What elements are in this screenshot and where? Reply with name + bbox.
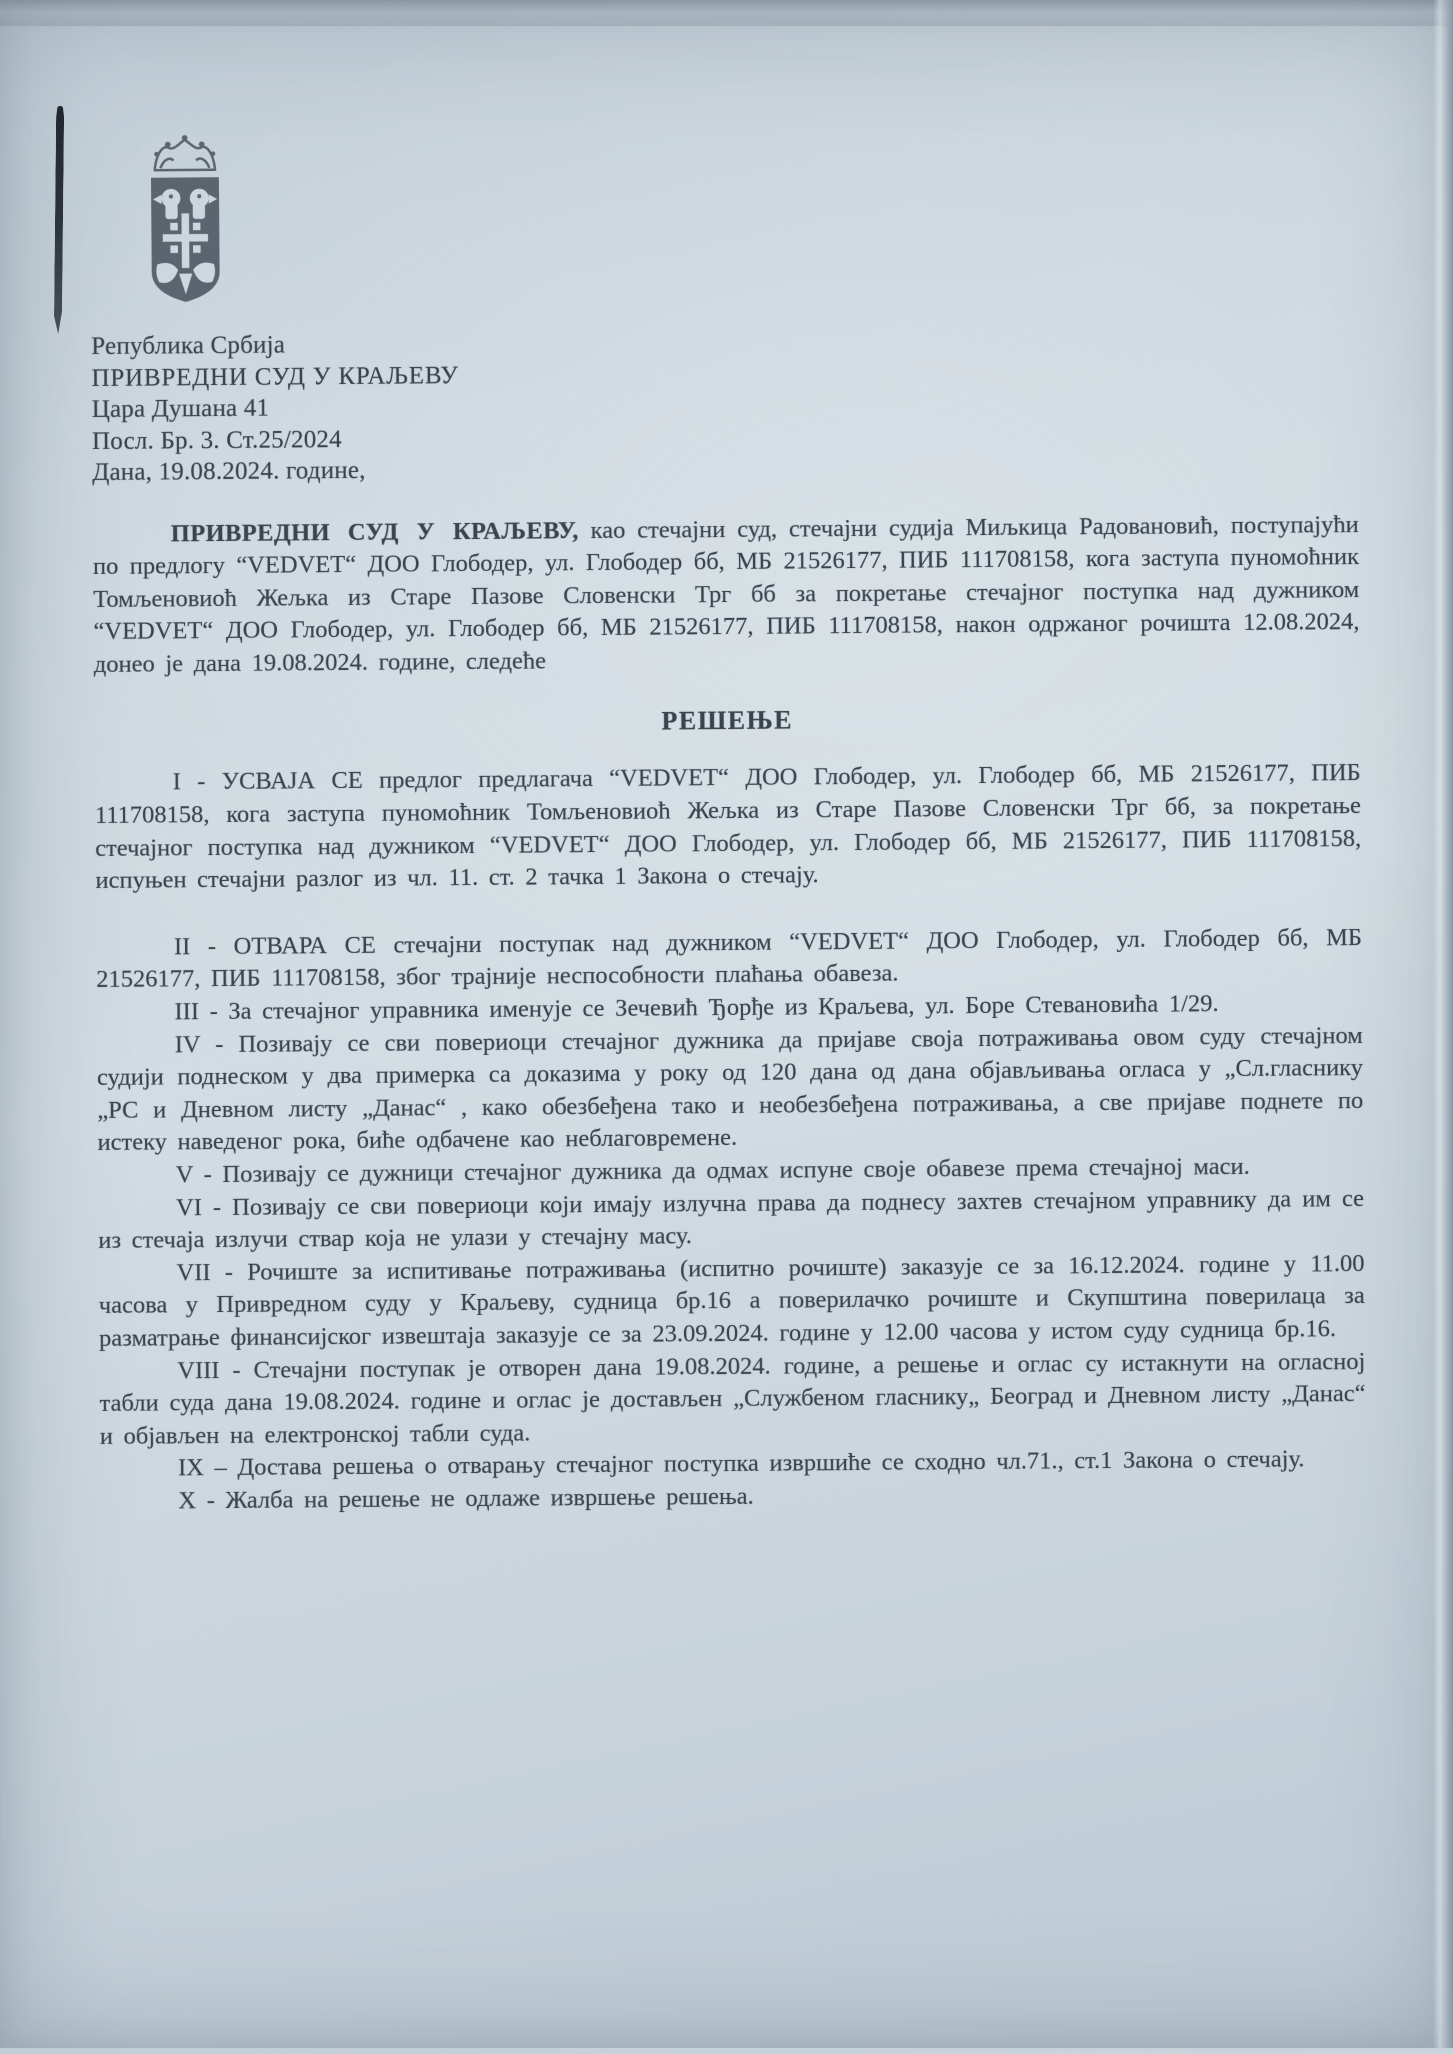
decision-item-10: X - Жалба на решење не одлаже извршење решења. (178, 1482, 754, 1515)
court-name: ПРИВРЕДНИ СУД У КРАЉЕВУ (91, 361, 459, 392)
decision-item-8: VIII - Стечајни поступак је отворен дана 19.08.2024. године, а решење и оглас су истакнути на огласној табли суда дана 19.08.2024. године и оглас је достављен „Службеном гласнику„ Београд и Дневном листу „Данас“ и објављен на електронској табли суда. (99, 1347, 1366, 1450)
case-number: Посл. Бр. 3. Ст.25/2024 (91, 425, 342, 455)
intro-paragraph (93, 509, 1360, 682)
decision-item-7: VII - Рочиште за испитивање потраживања (испитно рочиште) заказује се за 16.12.2024. године у 11.00 часова у Привредном суду у Краљеву, судница бр.16 а поверилачко рочиште и Скупштина поверилаца за разматрање финансијског извештаја заказује се за 23.09.2024. године у 12.00 часова у истом суду судница бр.16. (98, 1249, 1365, 1352)
country-name: Република Србија (91, 331, 286, 360)
paper-edge-right (1433, 0, 1453, 2048)
decision-item-3: III - За стечајног управника именује се Зечевић Ђорђе из Краљева, ул. Боре Стевановића 1/29. (174, 990, 1219, 1026)
decision-item-4: IV - Позивају се сви повериоци стечајног дужника да пријаве своја потраживања овом суду стечајном судији поднеском у два примерка са доказима у року од 120 дана од дана објављивања огласа у „Сл.гласнику „РС и Дневном листу „Данас“ , како обезбеђена тако и необезбеђена потраживања, а све пријаве поднете по истеку наведеног рока, биће одбачене као неблаговремене. (96, 1021, 1364, 1157)
intro-lead: ПРИВРЕДНИ СУД У КРАЉЕВУ, (170, 516, 579, 547)
decision-item-6: VI - Позивају се сви повериоци који имају излучна права да поднесу захтев стечајном управнику да им се из стечаја излучи ствар која не улази у стечајну масу. (98, 1184, 1365, 1255)
decision-item-9: IX – Достава решења о отварању стечајног поступка извршиће се сходно чл.71., ст.1 Закона о стечају. (177, 1445, 1305, 1482)
decision-items (95, 757, 1367, 1518)
decision-item-1: I - УСВАЈА СЕ предлог предлагача “VEDVET“ ДОО Глободер, ул. Глободер бб, МБ 21526177, ПИБ 111708158, кога заступа пуномоћник Томљеновиоћ Жељка из Старе Пазове Словенски Трг бб, за покретање стечајног поступка над дужником “VEDVET“ ДОО Глободер, ул. Глободер бб, МБ 21526177, ПИБ 111708158, испуњен стечајни разлог из чл. 11. ст. 2 тачка 1 Закона о стечају. (94, 759, 1362, 895)
document-date: Дана, 19.08.2024. године, (92, 456, 366, 486)
decision-item-5: V - Позивају се дужници стечајног дужника да одмах испуне своје обавезе према стечајној маси. (175, 1152, 1250, 1189)
decision-item-2: II - ОТВАРА СЕ стечајни поступак над дужником “VEDVET“ ДОО Глободер, ул. Глободер бб, МБ 21526177, ПИБ 111708158, због трајније неспособности плаћања обавеза. (96, 923, 1363, 994)
court-letterhead (91, 321, 1358, 488)
decision-heading: РЕШЕЊЕ (661, 705, 794, 736)
serbia-coat-of-arms-icon (126, 132, 246, 331)
intro-rest: као стечајни суд, стечајни судија Миљкица Радовановић, поступајући по предлогу “VEDVET“ ДОО Глободер, ул. Глободер бб, МБ 21526177, ПИБ 111708158, кога заступа пуномоћник Томљеновиоћ Жељка из Старе Пазове Словенски Трг бб за покретање стечајног поступка над дужником “VEDVET“ ДОО Глободер, ул. Глободер бб, МБ 21526177, ПИБ 111708158, након одржаног рочишта 12.08.2024, донео је дана 19.08.2024. године, следеће (92, 510, 1360, 678)
court-address: Цара Душана 41 (91, 394, 270, 423)
coat-of-arms (126, 132, 248, 331)
